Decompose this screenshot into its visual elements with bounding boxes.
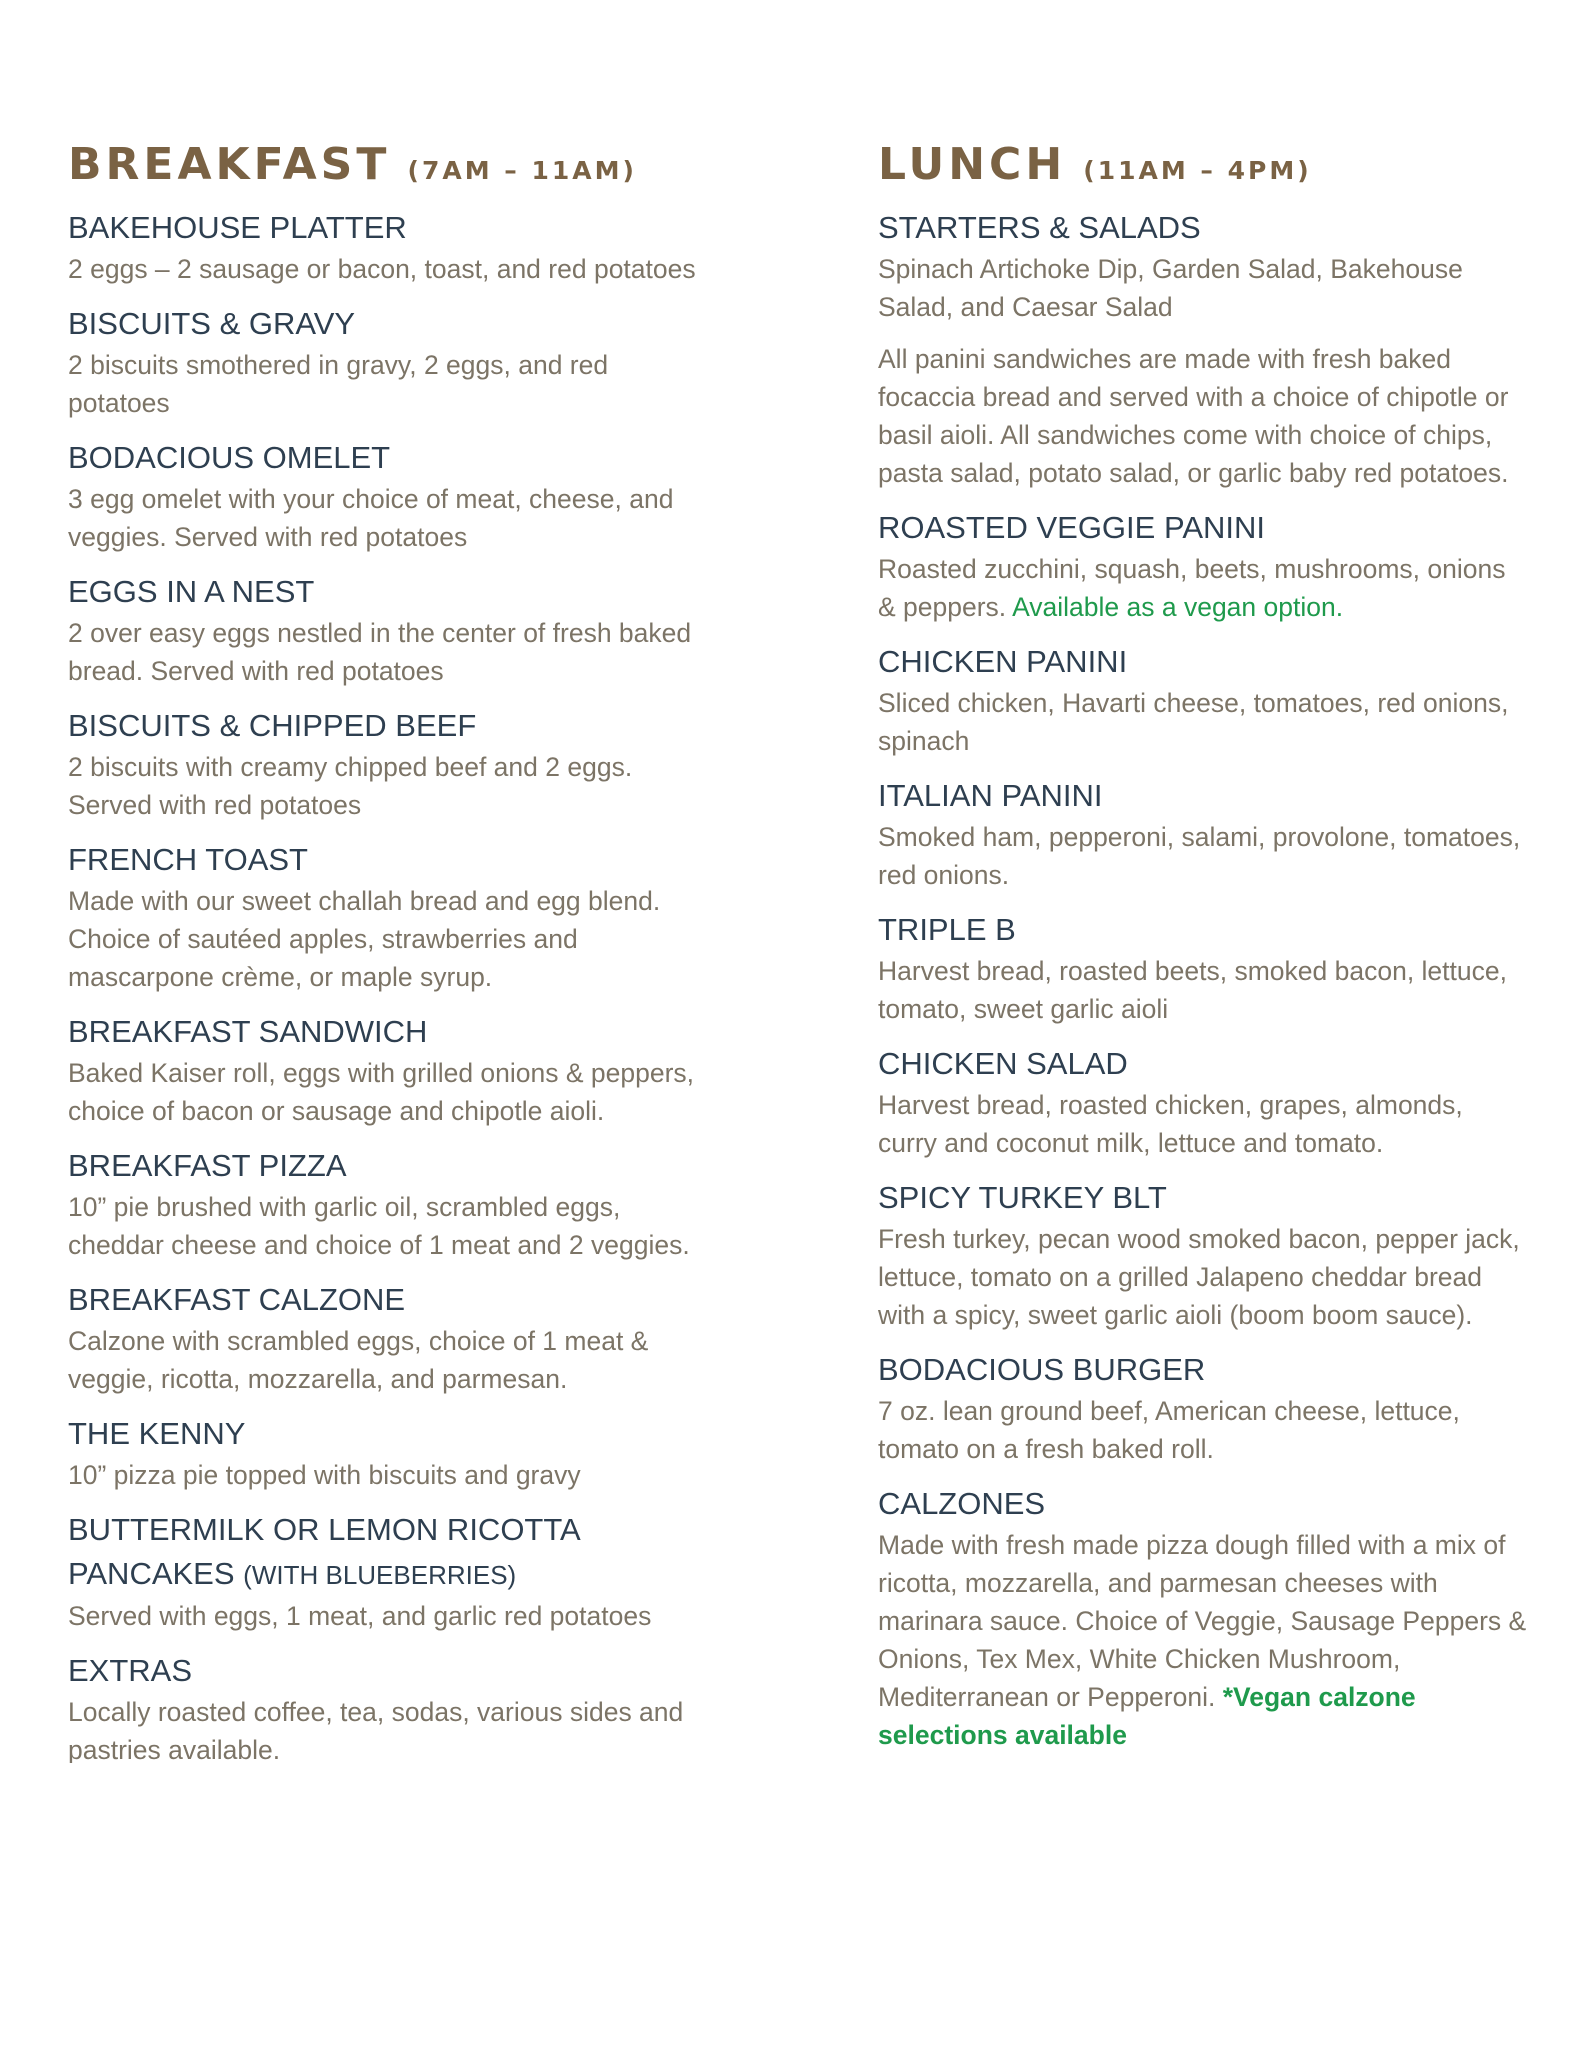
item-description: 2 biscuits with creamy chipped beef and 2 eggs. Served with red potatoes [68, 752, 633, 820]
item-title: BREAKFAST SANDWICH [68, 1014, 428, 1049]
panini-note: All panini sandwiches are made with fresh baked focaccia bread and served with a choice of chipotle or basil aioli. All sandwiches come with choice of chips, pasta salad, potato salad, or garlic baby red potatoes. [878, 344, 1509, 488]
vegan-note: Available as a vegan option. [1012, 592, 1344, 622]
item-title: ITALIAN PANINI [878, 778, 1103, 813]
vegan-calzone-note: *Vegan calzone selections available [878, 1682, 1416, 1750]
item-title: BISCUITS & CHIPPED BEEF [68, 708, 477, 743]
menu-item [878, 908, 1528, 1028]
item-title: CHICKEN PANINI [878, 644, 1128, 679]
pancakes-title [68, 1508, 708, 1597]
item-title: CALZONES [878, 1486, 1046, 1521]
item-description: 2 eggs – 2 sausage or bacon, toast, and red potatoes [68, 254, 696, 284]
item-description: 2 over easy eggs nestled in the center of fresh baked bread. Served with red potatoes [68, 618, 692, 686]
menu-item [68, 436, 708, 556]
extras-clip [68, 1693, 708, 1763]
item-description: Harvest bread, roasted chicken, grapes, almonds, curry and coconut milk, lettuce and tomato. [878, 1090, 1463, 1158]
breakfast-title: BREAKFAST [68, 139, 391, 190]
item-title: BAKEHOUSE PLATTER [68, 210, 407, 245]
calzones-item [878, 1482, 1528, 1754]
lunch-hours: (11AM – 4PM) [1083, 156, 1312, 185]
item-title: BREAKFAST CALZONE [68, 1282, 406, 1317]
pancakes-item [68, 1508, 708, 1635]
item-description [878, 1526, 1528, 1754]
item-title: EGGS IN A NEST [68, 574, 315, 609]
item-title: BODACIOUS BURGER [878, 1352, 1206, 1387]
item-description: 3 egg omelet with your choice of meat, cheese, and veggies. Served with red potatoes [68, 484, 674, 552]
item-title: THE KENNY [68, 1416, 246, 1451]
item-description [878, 550, 1528, 626]
menu-item [878, 774, 1528, 894]
item-description: 7 oz. lean ground beef, American cheese, lettuce, tomato on a fresh baked roll. [878, 1396, 1460, 1464]
item-description: Smoked ham, pepperoni, salami, provolone, tomatoes, red onions. [878, 822, 1521, 890]
extras-item [68, 1649, 708, 1763]
lunch-column [878, 138, 1528, 1768]
item-description: Sliced chicken, Havarti cheese, tomatoes, red onions, spinach [878, 688, 1509, 756]
item-description: Made with our sweet challah bread and egg blend. Choice of sautéed apples, strawberries and mascarpone crème, or maple syrup. [68, 886, 661, 992]
item-description: 10” pie brushed with garlic oil, scrambled eggs, cheddar cheese and choice of 1 meat and 2 veggies. [68, 1192, 690, 1260]
veggie-panini-desc: Roasted zucchini, squash, beets, mushrooms, onions & peppers. [878, 554, 1506, 622]
item-title: BODACIOUS OMELET [68, 440, 391, 475]
item-description: Served with eggs, 1 meat, and garlic red potatoes [68, 1601, 652, 1631]
item-title: EXTRAS [68, 1653, 193, 1688]
item-title: SPICY TURKEY BLT [878, 1180, 1167, 1215]
item-title: BISCUITS & GRAVY [68, 306, 356, 341]
item-title: ROASTED VEGGIE PANINI [878, 510, 1266, 545]
menu-item [68, 838, 708, 996]
pancakes-title-line1: BUTTERMILK OR LEMON RICOTTA [68, 1512, 581, 1547]
item-description: Locally roasted coffee, tea, sodas, various sides and pastries available. [68, 1697, 684, 1763]
item-title: BREAKFAST PIZZA [68, 1148, 347, 1183]
item-title: STARTERS & SALADS [878, 210, 1201, 245]
menu-item [68, 570, 708, 690]
item-title: TRIPLE B [878, 912, 1016, 947]
item-description: Calzone with scrambled eggs, choice of 1 meat & veggie, ricotta, mozzarella, and parmesan. [68, 1326, 649, 1394]
pancakes-title-line2: PANCAKES [68, 1556, 235, 1591]
breakfast-hours: (7AM – 11AM) [407, 156, 637, 185]
menu-item [878, 1348, 1528, 1468]
item-description: Fresh turkey, pecan wood smoked bacon, pepper jack, lettuce, tomato on a grilled Jalapeno cheddar bread with a spicy, sweet garlic aioli (boom boom sauce). [878, 1224, 1520, 1330]
menu-item [878, 1042, 1528, 1162]
menu-item [68, 1278, 708, 1398]
item-description: 2 biscuits smothered in gravy, 2 eggs, and red potatoes [68, 350, 609, 418]
item-description: Harvest bread, roasted beets, smoked bacon, lettuce, tomato, sweet garlic aioli [878, 956, 1507, 1024]
menu-item [68, 206, 708, 288]
calzones-desc: Made with fresh made pizza dough filled with a mix of ricotta, mozzarella, and parmesan cheeses with marinara sauce. Choice of Veggie, Sausage Peppers & Onions, Tex Mex, White Chicken Mushroom, Mediterranean or Pepperoni. [878, 1530, 1527, 1712]
lunch-heading [878, 138, 1528, 198]
menu-item [68, 704, 708, 824]
item-description: Spinach Artichoke Dip, Garden Salad, Bakehouse Salad, and Caesar Salad [878, 254, 1463, 322]
pancakes-title-note: (WITH BLUEBERRIES) [243, 1560, 517, 1590]
item-description: Baked Kaiser roll, eggs with grilled onions & peppers, choice of bacon or sausage and chipotle aioli. [68, 1058, 695, 1126]
lunch-title: LUNCH [878, 139, 1067, 190]
menu-item [68, 1010, 708, 1130]
menu-item [68, 302, 708, 422]
breakfast-column [68, 138, 708, 1777]
veggie-panini-item [878, 506, 1528, 626]
menu-item [878, 640, 1528, 760]
item-title: FRENCH TOAST [68, 842, 308, 877]
menu-item [878, 1176, 1528, 1334]
item-description: 10” pizza pie topped with biscuits and gravy [68, 1460, 581, 1490]
item-title: CHICKEN SALAD [878, 1046, 1128, 1081]
breakfast-heading [68, 138, 708, 198]
menu-item [68, 1144, 708, 1264]
starters-item [878, 206, 1528, 326]
menu-item [68, 1412, 708, 1494]
